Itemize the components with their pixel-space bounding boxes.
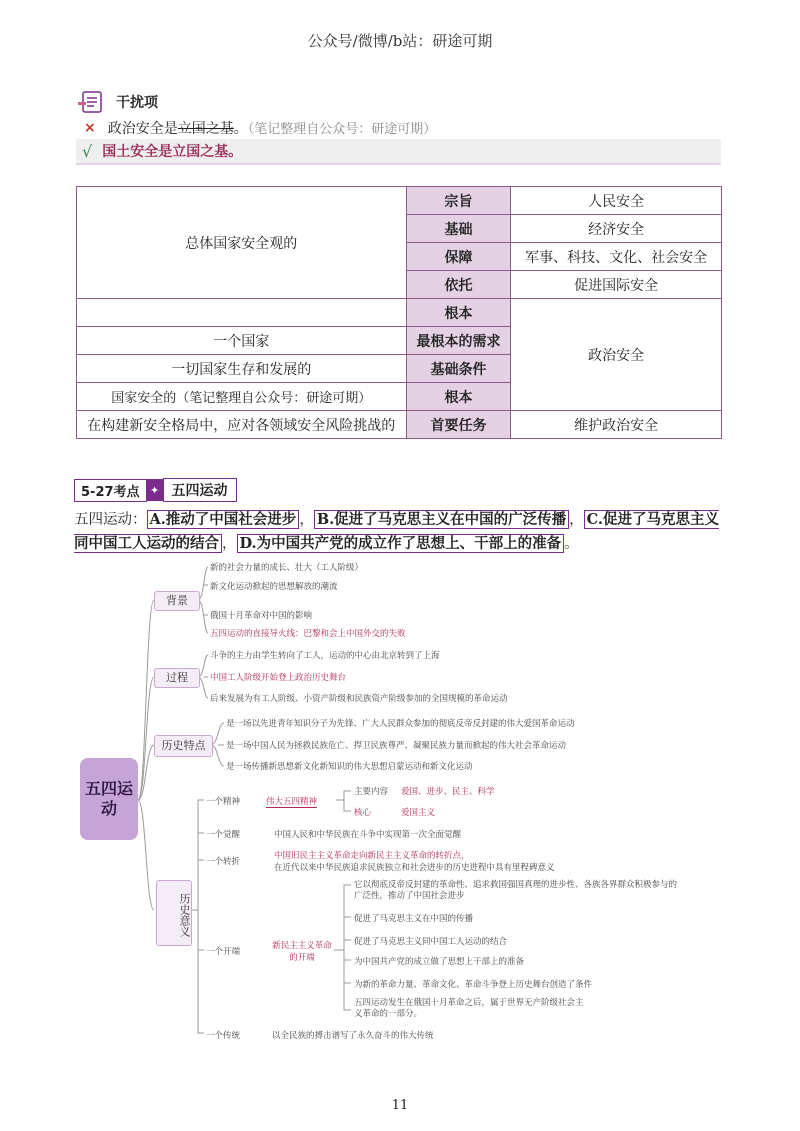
table-cell: 总体国家安全观的	[77, 187, 407, 299]
table-header-cell: 根本	[406, 299, 511, 327]
mind-map-node-process: 过程	[154, 668, 200, 688]
mind-map-key: 一个传统	[206, 1031, 241, 1041]
table-cell: 人民安全	[511, 187, 722, 215]
table-cell	[77, 299, 407, 327]
table-header-cell: 首要任务	[406, 411, 511, 439]
cross-icon: ×	[84, 120, 96, 136]
notebook-icon	[78, 90, 108, 114]
security-table	[76, 186, 722, 439]
mind-map-leaf: 是一场传播新思想新文化新知识的伟大思想启蒙运动和新文化运动	[226, 762, 473, 772]
option-c: C.促进了马克思主义同中国工人运动的结合	[74, 511, 719, 552]
mind-map-leaf: 新文化运动掀起的思想解放的潮流	[210, 582, 338, 592]
answer-paragraph: 五四运动： A.推动了中国社会进步 ， B.促进了马克思主义在中国的广泛传播 ， C.促进了马克思主义同中国工人运动的结合 ， D.为中国共产党的成立作了思想上、干部上的准备 。	[74, 511, 719, 552]
page-number: 11	[391, 1098, 409, 1113]
mind-map-leaf: 是一场中国人民为拯救民族危亡、捍卫民族尊严、凝聚民族力量而掀起的伟大社会革命运动	[226, 741, 567, 751]
mind-map-node-meaning: 历史意义	[156, 880, 192, 946]
table-row	[77, 187, 722, 215]
mind-map-node-features: 历史特点	[154, 735, 213, 757]
section-title	[78, 90, 158, 114]
mind-map-leaf: 俄国十月革命对中国的影响	[210, 611, 313, 621]
page-header: 公众号/微博/b站：研途可期	[307, 32, 493, 50]
wrong-text: 政治安全是立国之基。（笔记整理自公众号：研途可期）	[107, 121, 437, 137]
check-icon: √	[82, 141, 93, 161]
wrong-statement	[84, 118, 436, 138]
mind-map-leaf: 新民主主义革命的开端	[272, 941, 332, 963]
table-cell: 国家安全的（笔记整理自公众号：研途可期）	[77, 383, 407, 411]
mind-map-leaf: 新的社会力量的成长、壮大（工人阶级）	[210, 563, 364, 573]
correct-statement	[76, 139, 721, 165]
table-cell: 在构建新安全格局中，应对各领域安全风险挑战的	[77, 411, 407, 439]
star-icon: ✦	[147, 479, 163, 501]
option-d: D.为中国共产党的成立作了思想上、干部上的准备	[237, 534, 565, 553]
table-cell: 经济安全	[511, 215, 722, 243]
table-header-cell: 宗旨	[406, 187, 511, 215]
exam-point-label: 5-27考点	[74, 479, 147, 502]
option-a: A.推动了中国社会进步	[147, 510, 300, 529]
table-header-cell: 最根本的需求	[406, 327, 511, 355]
mind-map-leaf: 在近代以来中华民族追求民族独立和社会进步的历史进程中具有里程碑意义	[274, 863, 555, 873]
table-cell: 一个国家	[77, 327, 407, 355]
table-cell: 一切国家生存和发展的	[77, 355, 407, 383]
table-header-cell: 依托	[406, 271, 511, 299]
mind-map-leaf: 中国旧民主主义革命走向新民主主义革命的转折点，	[274, 851, 470, 861]
exam-point-tag	[74, 478, 237, 502]
correct-text: 国土安全是立国之基。	[102, 144, 243, 160]
table-header-cell: 基础	[406, 215, 511, 243]
table-header-cell: 基础条件	[406, 355, 511, 383]
mind-map-leaf: 后来发展为有工人阶级、小资产阶级和民族资产阶级参加的全国规模的革命运动	[210, 694, 508, 704]
table-row	[77, 299, 722, 327]
mind-map-leaf: 它以彻底反帝反封建的革命性、追求救国强国真理的进步性、各族各界群众积极参与的广泛性，推动了中国社会进步	[354, 880, 678, 901]
table-row	[77, 411, 722, 439]
mind-map-leaf: 五四运动发生在俄国十月革命之后，属于世界无产阶级社会主义革命的一部分。	[354, 998, 584, 1019]
table-header-cell: 根本	[406, 383, 511, 411]
mind-map-leaf: 促进了马克思主义在中国的传播	[354, 914, 474, 924]
mind-map-key: 一个转折	[206, 857, 241, 867]
table-cell: 军事、科技、文化、社会安全	[511, 243, 722, 271]
mind-map-leaf: 是一场以先进青年知识分子为先锋、广大人民群众参加的彻底反帝反封建的伟大爱国革命运动	[226, 719, 575, 729]
mind-map-leaf: 爱国、进步、民主、科学	[401, 787, 495, 797]
mind-map-leaf: 促进了马克思主义同中国工人运动的结合	[354, 937, 508, 947]
table-cell: 维护政治安全	[511, 411, 722, 439]
mind-map-key: 一个开端	[206, 947, 241, 957]
mind-map-leaf: 核心	[354, 808, 372, 818]
table-cell: 政治安全	[511, 299, 722, 411]
mind-map-leaf: 主要内容	[354, 787, 389, 797]
mind-map-leaf: 五四运动的直接导火线：巴黎和会上中国外交的失败	[210, 629, 406, 639]
mind-map-key: 一个精神	[206, 797, 241, 807]
mind-map-leaf: 斗争的主力由学生转向了工人，运动的中心由北京转到了上海	[210, 651, 440, 661]
mind-map-leaf: 为中国共产党的成立做了思想上干部上的准备	[354, 957, 525, 967]
mind-map-leaf: 爱国主义	[401, 808, 436, 818]
section-label: 干扰项	[116, 95, 158, 111]
table-cell: 促进国际安全	[511, 271, 722, 299]
mind-map	[76, 555, 726, 1055]
exam-point-topic: 五四运动	[163, 478, 237, 502]
mind-map-root: 五四运动	[80, 758, 138, 840]
mind-map-leaf: 以全民族的搏击谱写了永久奋斗的伟大传统	[272, 1031, 434, 1041]
mind-map-leaf: 为新的革命力量、革命文化、革命斗争登上历史舞台创造了条件	[354, 980, 593, 990]
mind-map-leaf: 中国工人阶级开始登上政治历史舞台	[210, 673, 347, 683]
mind-map-key: 一个觉醒	[206, 830, 241, 840]
table-header-cell: 保障	[406, 243, 511, 271]
mind-map-node-background: 背景	[154, 591, 200, 611]
option-b: B.促进了马克思主义在中国的广泛传播	[314, 510, 569, 529]
mind-map-leaf: 伟大五四精神	[266, 797, 318, 807]
mind-map-leaf: 中国人民和中华民族在斗争中实现第一次全面觉醒	[274, 830, 462, 840]
